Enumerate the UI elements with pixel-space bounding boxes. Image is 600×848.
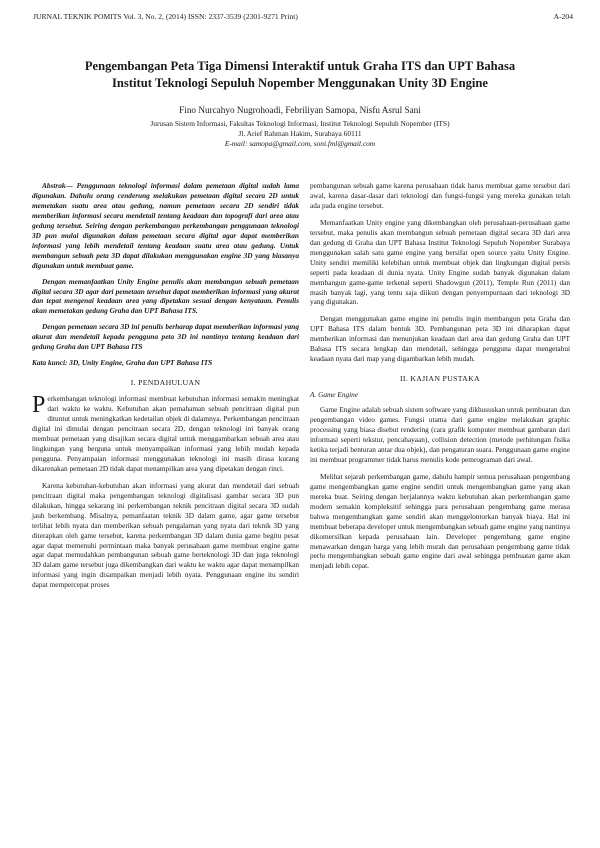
body-paragraph-3: Dengan menggunakan game engine ini penulis ingin membangun peta Graha dan UPT Bahasa ITS dalam bentuk 3D. Pembangunan peta 3D ini diharapkan dapat memberikan informasi dan menunjukan keadaan dari area dan gedung Graha dan UPT Bahasa ITS secara lengkap dan mendetail, sehingga pengguna dapat mengetahui keadaan nyata dari map yang digambarkan lebih mudah. bbox=[310, 314, 570, 364]
body-paragraph-2: Memanfaatkan Unity engine yang dikembangkan oleh perusahaan-perusahaan game tersebut, maka penulis akan membangun sebuah pemetaan digital secara 3D dari area dan gedung di Graha dan UPT Bahasa Institut Teknologi Sepuluh Nopember Surabaya menggunakan salah satu game engine yang bersifat open source yaitu Unity Engine. Unity sendiri memiliki kelebihan untuk membuat objek dan lingkungan digital persis seperti pada keadaan di dunia nyata. Unity Engine sudah banyak digunakan dalam membangun game-game terkenal seperti Shadowgun (2011), Temple Run (2011) dan masih banyak lagi, yang tentu saja diikuti dengan penyempurnaan dari teknologi 3D yang digunakan. bbox=[310, 217, 570, 307]
abstract-paragraph-1: Abstrak— Penggunaan teknologi informasi dalam pemetaan digital sudah lama digunakan. Dahulu orang cenderung melakukan pemetaan digital secara 2D untuk memetakan suatu area atau gedung, namun pemetaan secara 2D sendiri tidak memberikan informasi secara mendetail tentang keadaan dan topografi dari area atau gedung tersebut. Seiring dengan perkembangan perkembangan penggunaan teknologi 3D pun mulai digunakan dalam pemetaan secara digital agar dapat memberikan informasi yang lebih mendetail tentang keadaan suatu area atau gedung. Untuk membangun sebuah peta 3D dapat dilakukan menggunakan engine 3D yang biasanya digunakan untuk membuat game. bbox=[32, 181, 299, 270]
journal-info: JURNAL TEKNIK POMITS Vol. 3, No. 2, (2014) ISSN: 2337-3539 (2301-9271 Print) bbox=[33, 11, 298, 21]
body-paragraph-4: Game Engine adalah sebuah sistem software yang dikhususkan untuk pembuatan dan pengembangan video games. Fungsi utama dari game engine melakukan graphic processing yang biasa disebut rendering (cara grafik komputer membuat gambaran dari informasi seperti tekstur, pencahayaan), collision detection (metode perhitungan fisika ketika terjadi benturan antar dua objek), dan pengaturan suara. Penggunaan game engine ini membuat programmer tidak harus menulis kode pemrograman dari awal. bbox=[310, 405, 570, 464]
right-column bbox=[310, 181, 570, 578]
running-header bbox=[33, 9, 573, 23]
page-number: A-204 bbox=[553, 11, 573, 21]
abstract-paragraph-3: Dengan pemetaan secara 3D ini penulis berharap dapat memberikan informasi yang akurat dan mendetail kepada pengguna peta 3D ini nantinya tentang keadaan dari gedung Graha dan UPT Bahasa ITS bbox=[32, 322, 299, 352]
intro-paragraph-2: Karena kebutuhan-kebutuhan akan informasi yang akurat dan mendetail dari sebuah pencitraan digital maka pengembangan teknologi digitalisasi gambar secara 3D pun dilakukan, hingga sekarang ini perkembangan teknik pencitraan digital secara 3D sudah jauh berkembang. Misalnya, pemanfaatan teknik 3D dalam game, agar game tersebut terlihat lebih nyata dan memberikan sebuah pengalaman yang nyata dari teknik 3D yang diterapkan oleh game tersebut, karena perkembangan 3D dalam dunia game begitu pesat agar dapat memenuhi permintaan maka banyak perusahaan game membuat engine game agar dapat memudahkan pembangunan sebuah game berteknologi 3D dan juga teknologi 3D dalam game tersebut juga dikembangkan dari waktu ke waktu agar dapat menampilkan informasi yang ingin disampaikan menjadi lebih nyata. Penggunaan engine itu sendiri dapat mempercepat proses bbox=[32, 480, 299, 590]
body-paragraph-5: Melihat sejarah perkembangan game, dahulu hampir semua perusahaan pengembang game mengembangkan game engine sendiri untuk mengembangkan game yang akan mereka buat. Seiring dengan berjalannya waktu kebutuhan akan perkembangan game modern semakin kompleksitif sehingga para perusahaan pengembang game merasa bahwa mengembangkan game sendiri akan menggelontorkan banyak biaya. Hal ini membuat beberapa developer untuk mengembangkan sebuah game engine yang nantinya dikomersilkan kepada perusahaan lain. Developer pengembang game engine menawarkan dengan harga yang lebih murah dan perusahaan pengembang game tidak perlu mengembangkan sebuah game engine dari awal sehingga pembuatan game akan menjadi lebih cepat. bbox=[310, 471, 570, 571]
intro-paragraph-1 bbox=[32, 394, 299, 474]
keywords: Kata kunci: 3D, Unity Engine, Graha dan UPT Bahasa ITS bbox=[32, 358, 213, 368]
paper-title bbox=[30, 58, 570, 92]
section-heading-literature: II. KAJIAN PUSTAKA bbox=[400, 374, 480, 384]
section-heading-introduction: I. PENDAHULUAN bbox=[130, 378, 201, 388]
affiliation-block bbox=[40, 119, 560, 150]
title-line-1: Pengembangan Peta Tiga Dimensi Interaktif untuk Graha ITS dan UPT Bahasa bbox=[84, 59, 516, 73]
abstract bbox=[32, 181, 299, 352]
drop-cap: P bbox=[32, 392, 46, 419]
affiliation: Jurusan Sistem Informasi, Fakultas Teknologi Informasi, Institut Teknologi Sepuluh Nopember (ITS) bbox=[150, 119, 450, 128]
body-paragraph-1: pembangunan sebuah game karena perusahaan tidak harus membuat game tersebut dari awal, karena dasar-dasar dari teknologi dan fungsi-fungsi yang mereka gunakan telah ada pada engine tersebut. bbox=[310, 181, 570, 210]
subsection-heading-game-engine: A. Game Engine bbox=[310, 390, 359, 400]
email: E-mail: samopa@gmail.com, soni.fml@gmail.com bbox=[224, 139, 376, 149]
address: Jl. Arief Rahman Hakim, Surabaya 60111 bbox=[238, 129, 362, 139]
author-list: Fino Nurcahyo Nugrohoadi, Febriliyan Samopa, Nisfu Asrul Sani bbox=[179, 105, 421, 115]
abstract-paragraph-2: Dengan memanfaatkan Unity Engine penulis akan membangun sebuah pemetaan digital secara 3D agar dari pemetaan tersebut dapat memberikan informasi yang akurat dan tepat mengenai keadaan area yang dipetakan sesuai dengan kenyataan. Penulis akan memetakan gedung Graha dan UPT Bahasa ITS. bbox=[32, 276, 299, 316]
left-column bbox=[32, 181, 299, 597]
intro-paragraph-1-text: erkembangan teknologi informasi membuat kebutuhan informasi semakin meningkat dari waktu ke waktu. Kebutuhan akan pemahaman sebuah pencitraan digital pun dituntut untuk meningkatkan kedetailan objek di dalamnya. Perkembangan pencitraan digital ini dimulai dengan pencitraan secara 2D, dengan teknologi ini banyak orang membuat pemetaan yang disajikan secara digital untuk menggambarkan sebuah area atau lingkungan yang berguna untuk menyampaikan informasi yang lebih mudah kepada pengguna. Penyampaian informasi menggunakan teknologi ini masih dirasa kurang dikarenakan pemetaan 2D tidak dapat menampilkan area yang dipetakan dengan rinci. bbox=[32, 394, 299, 473]
title-line-2: Institut Teknologi Sepuluh Nopember Menggunakan Unity 3D Engine bbox=[112, 76, 488, 90]
